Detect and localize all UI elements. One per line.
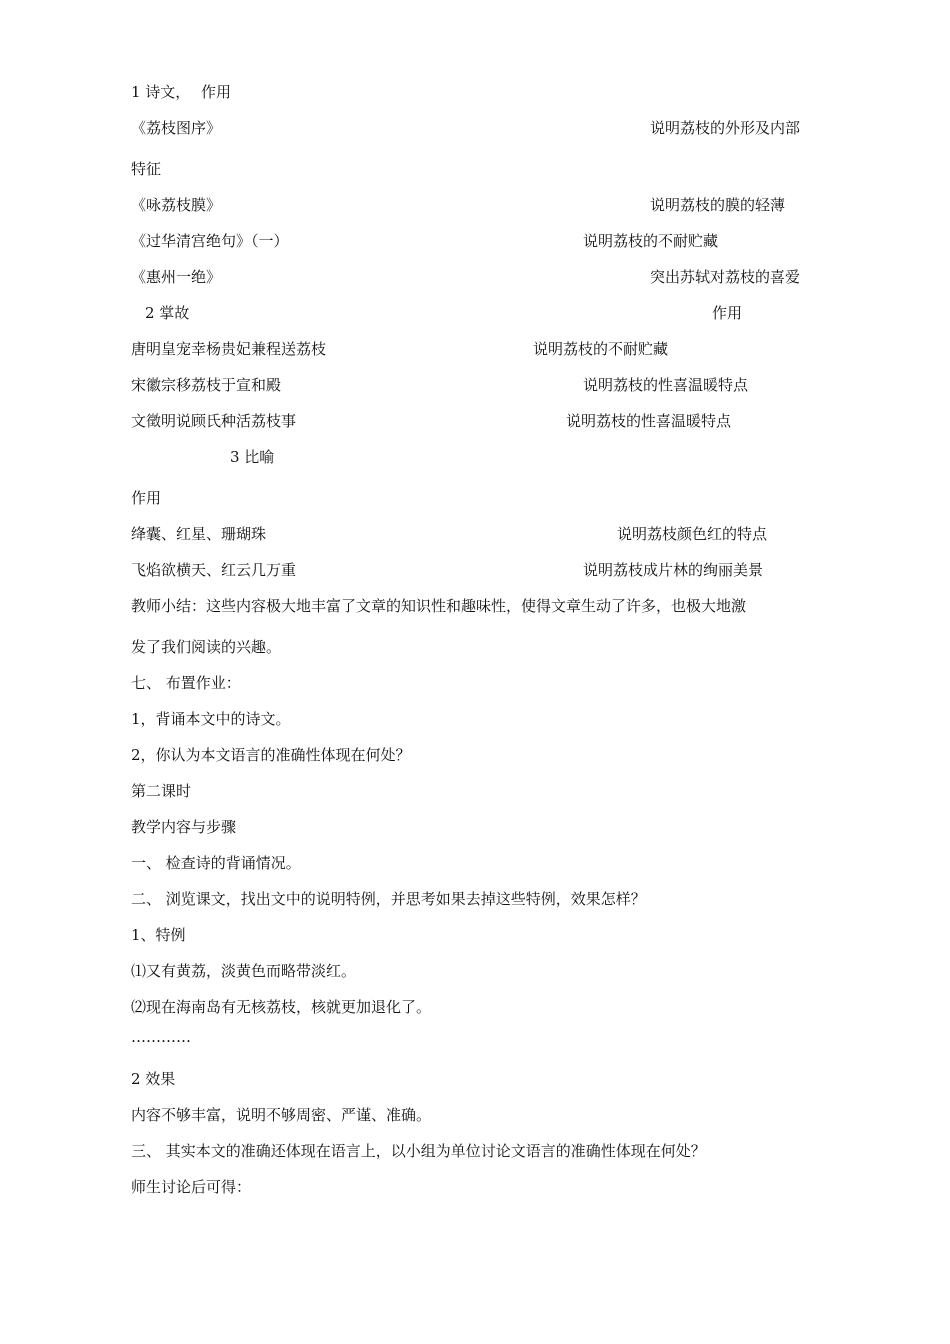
poem-title: 《惠州一绝》 — [131, 268, 222, 286]
lesson2-step: 一、 检查诗的背诵情况。 — [131, 854, 301, 872]
example-item: ⑵现在海南岛有无核荔枝，核就更加退化了。 — [131, 998, 432, 1016]
homework-item: 1，背诵本文中的诗文。 — [131, 710, 291, 728]
ellipsis: ………… — [131, 1028, 191, 1046]
homework-heading: 七、 布置作业： — [131, 674, 241, 692]
poem-effect: 说明荔枝的膜的轻薄 — [650, 196, 786, 214]
allusions-header-effect: 作用 — [712, 304, 743, 322]
lesson2-step: 二、 浏览课文，找出文中的说明特例，并思考如果去掉这些特例，效果怎样？ — [131, 890, 646, 908]
poem-effect: 说明荔枝的外形及内部 — [650, 119, 801, 137]
metaphor-effect: 说明荔枝成片林的绚丽美景 — [583, 561, 764, 579]
lesson2-title: 第二课时 — [131, 782, 192, 800]
poem-title: 《荔枝图序》 — [131, 119, 222, 137]
conclusion-text: 师生讨论后可得： — [131, 1178, 252, 1196]
metaphor-title: 绛囊、红星、珊瑚珠 — [131, 525, 267, 543]
effect-heading: 2 效果 — [131, 1070, 176, 1088]
lesson2-subtitle: 教学内容与步骤 — [131, 818, 237, 836]
allusion-title: 文徵明说顾氏种活荔枝事 — [131, 412, 297, 430]
effect-text: 内容不够丰富，说明不够周密、严谨、准确。 — [131, 1106, 432, 1124]
poem-title: 《咏荔枝膜》 — [131, 196, 222, 214]
homework-item: 2，你认为本文语言的准确性体现在何处？ — [131, 746, 411, 764]
teacher-summary-line: 教师小结：这些内容极大地丰富了文章的知识性和趣味性，使得文章生动了许多，也极大地激 — [131, 597, 747, 615]
lesson2-step: 三、 其实本文的准确还体现在语言上，以小组为单位讨论文语言的准确性体现在何处？ — [131, 1142, 706, 1160]
metaphor-effect: 说明荔枝颜色红的特点 — [617, 525, 768, 543]
allusion-title: 宋徽宗移荔枝于宣和殿 — [131, 376, 282, 394]
allusions-header-label: 2 掌故 — [145, 304, 190, 322]
examples-heading: 1、特例 — [131, 926, 186, 944]
metaphors-header-label: 3 比喻 — [230, 448, 275, 466]
poems-header-effect: 作用 — [201, 83, 232, 101]
poem-effect: 突出苏轼对荔枝的喜爱 — [650, 268, 801, 286]
allusion-title: 唐明皇宠幸杨贵妃兼程送荔枝 — [131, 340, 327, 358]
allusion-effect: 说明荔枝的性喜温暖特点 — [583, 376, 749, 394]
poem-effect: 说明荔枝的不耐贮藏 — [583, 232, 719, 250]
poems-header-label: 1 诗文， — [131, 83, 191, 101]
allusion-effect: 说明荔枝的性喜温暖特点 — [566, 412, 732, 430]
poem-effect-continuation: 特征 — [131, 160, 162, 178]
metaphors-header-effect: 作用 — [131, 489, 162, 507]
poem-title: 《过华清宫绝句》（一） — [131, 232, 289, 250]
metaphor-title: 飞焰欲横天、红云几万重 — [131, 561, 297, 579]
teacher-summary-line: 发了我们阅读的兴趣。 — [131, 638, 282, 656]
example-item: ⑴又有黄荔，淡黄色而略带淡红。 — [131, 962, 357, 980]
allusion-effect: 说明荔枝的不耐贮藏 — [533, 340, 669, 358]
